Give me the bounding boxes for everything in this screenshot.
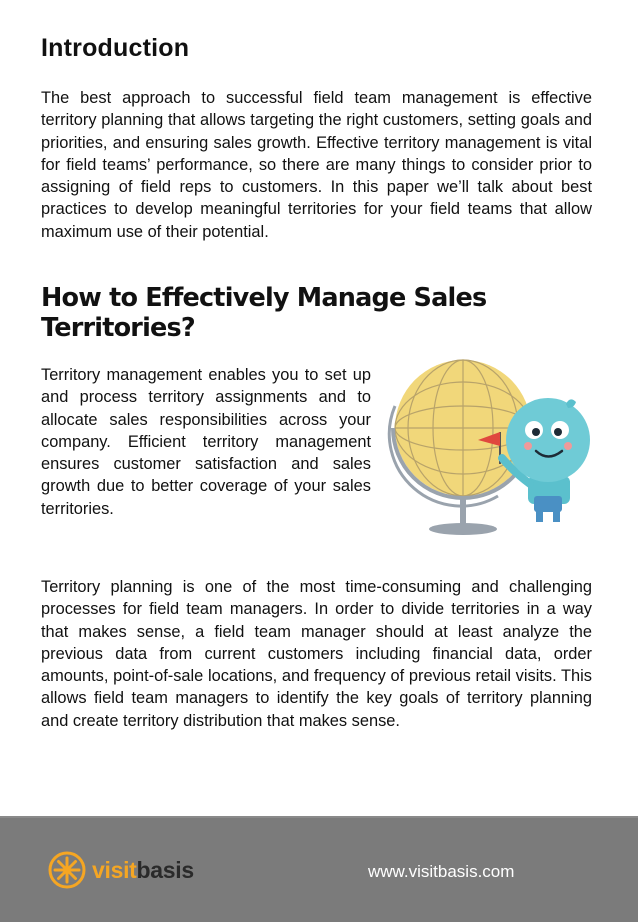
- territory-paragraph: Territory management enables you to set up and process territory assignments and to allocate sales responsibilities across your company. Efficient territory management ensures customer satisfaction and sales growth due to better coverage of your sales territories.: [41, 366, 371, 518]
- sun-logo-icon: [48, 851, 86, 889]
- intro-paragraph: The best approach to successful field team management is effective territory planning that allows targeting the right customers, setting goals and priorities, and ensuring sales growth. Effective territory management is vital for field teams’ performance, so there are many things to consider prior to assigning of field reps to customers. In this paper we’ll talk about best practices to develop meaningful territories for your field teams that allow maximum use of their potential.: [41, 89, 592, 241]
- visitbasis-logo[interactable]: [48, 849, 208, 891]
- section-heading: How to Effectively Manage Sales Territories?: [41, 283, 487, 343]
- intro-heading: Introduction: [41, 34, 190, 62]
- website-link[interactable]: www.visitbasis.com: [368, 862, 515, 881]
- globe-character-illustration: [378, 346, 603, 542]
- character-icon: [502, 398, 590, 522]
- logo-text: visitbasis: [92, 856, 194, 883]
- planning-paragraph: Territory planning is one of the most time-consuming and challenging processes for field team managers. In order to divide territories in a way that makes sense, a field team manager should at least analyze the previous data from current customers including financial data, order amounts, point-of-sale locations, and frequency of previous retail visits. This allows field team managers to identify the key goals of territory planning and create territory distribution that makes sense.: [41, 578, 592, 730]
